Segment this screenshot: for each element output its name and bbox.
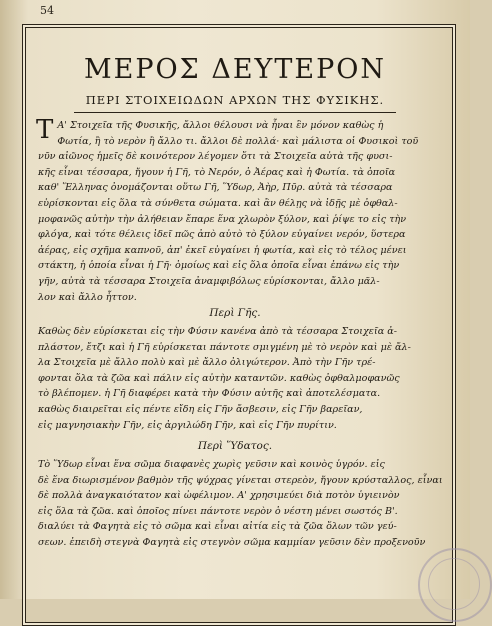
text-line: φονται ὅλα τὰ ζῶα καὶ πάλιν εἰς αὐτὴν καταντῶν. καθὼς ὀφθαλμοφανῶς <box>38 372 400 384</box>
library-stamp-inner-ring <box>428 558 480 610</box>
paragraph-text: Α' Στοιχεῖα τῆς Φυσικῆς, ἄλλοι θέλουσι νὰ ἦναι ἓν μόνον καθὼς ἡ <box>57 120 384 131</box>
text-line: δὲ ἕνα διωρισμένον βαθμὸν τῆς ψύχρας γίνεται στερεὸν, ἤγουν κρύσταλλος, εἶναι <box>38 474 443 486</box>
text-line: φλόγα, καὶ τότε θέλεις ἰδεῖ πῶς ἀπὸ αὐτὸ τὸ ξύλον εὐγαίνει νερόν, ὕστερα <box>38 229 406 241</box>
text-line: εὑρίσκονται εἰς ὅλα τὰ σύνθετα σώματα. καὶ ἂν θέλῃς νὰ ἰδῇς μὲ ὀφθαλ- <box>38 197 398 209</box>
text-line: λον καὶ ἄλλο ἧττον. <box>38 291 137 303</box>
text-line: εἰς μαγνησιακὴν Γῆν, εἰς ἀργιλώδη Γῆν, καὶ εἰς Γῆν πυρίτιν. <box>38 419 337 431</box>
text-line: Καθὼς δὲν εὑρίσκεται εἰς τὴν Φύσιν κανένα ἀπὸ τὰ τέσσαρα Στοιχεῖα ἀ- <box>38 326 397 337</box>
part-subtitle: ΠΕΡΙ ΣΤΟΙΧΕΙΩΔΩΝ ΑΡΧΩΝ ΤΗΣ ΦΥΣΙΚΗΣ. <box>85 93 385 107</box>
section-water <box>38 457 443 551</box>
text-line: μοφανῶς αὐτὴν τὴν ἀλήθειαν ἔπαρε ἕνα χλωρὸν ξύλον, καὶ ῥίψε το εἰς τὴν <box>38 213 407 225</box>
text-line: γῆν, αὐτὰ τὰ τέσσαρα Στοιχεῖα ἀναμφιβόλως εὑρίσκονται, ἄλλο μᾶλ- <box>38 275 380 287</box>
text-line: λα Στοιχεῖα μὲ ἄλλο πολὺ καὶ μὲ ἄλλο ὀλιγώτερον. Ἀπὸ τὴν Γῆν τρέ- <box>38 357 376 369</box>
text-line: εἰς ὅλα τὰ ζῶα. καὶ ὁποῖος πίνει πάντοτε νερὸν ὁ νέστη μένει σωστός Β'. <box>38 505 398 517</box>
page-number: 54 <box>40 4 54 17</box>
text-line: Φωτία, ἢ τὸ νερὸν ἢ ἄλλο τι. ἄλλοι δὲ πολλά· καὶ μάλιστα οἱ Φυσικοὶ τοῦ <box>57 135 419 147</box>
text-line: ἀέρας, εἰς σχῆμα καπνοῦ, ἀπ' ἐκεῖ εὐγαίνει ἡ φωτία, καὶ εἰς τὸ τέλος μένει <box>38 244 407 256</box>
text-line: στάκτη, ἡ ὁποία εἶναι ἡ Γῆ· ὁμοίως καὶ εἰς ὅλα ὁποῖα εἶναι ἐπάνω εἰς τὴν <box>38 260 400 272</box>
text-line: καθ' Ἕλληνας ὀνομάζονται οὕτω Γῆ, Ὕδωρ, Ἀὴρ, Πῦρ. αὐτὰ τὰ τέσσαρα <box>38 182 393 194</box>
drop-cap: Τ <box>36 115 54 145</box>
section-elements <box>36 115 436 305</box>
section-heading-earth: Περὶ Γῆς. <box>209 307 261 319</box>
section-heading-water: Περὶ Ὕδατος. <box>197 440 273 452</box>
text-line: διαλύει τὰ Φαγητὰ εἰς τὸ σῶμα καὶ εἶναι αἰτία εἰς τὰ ζῶα ὅλων τῶν γεύ- <box>38 521 397 533</box>
title-rule <box>74 112 396 113</box>
text-line: νῦν αἰῶνος ἡμεῖς δὲ κοινότερον λέγομεν ὅτι τὰ Στοιχεῖα αὐτὰ τῆς φυσι- <box>38 151 393 163</box>
text-line: κῆς εἶναι τέσσαρα, ἤγουν ἡ Γῆ, τὸ Νερόν, ὁ Ἀέρας καὶ ἡ Φωτία. τὰ ὁποῖα <box>38 166 396 178</box>
part-title: ΜΕΡΟΣ ΔΕΥΤΕΡΟΝ <box>83 54 386 85</box>
text-line: Τὸ Ὕδωρ εἶναι ἕνα σῶμα διαφανὲς χωρὶς γεῦσιν καὶ κοινὸς ὑγρόν. εἰς <box>38 459 385 470</box>
section-earth <box>38 324 436 433</box>
text-line: πλάστον, ἔτζι καὶ ἡ Γῆ εὑρίσκεται πάντοτε σμιγμένη μὲ τὸ νερὸν καὶ μὲ ἄλ- <box>38 341 411 353</box>
text-line: σεων. ἐπειδὴ στεγνὰ Φαγητὰ εἰς στεγνὸν σῶμα καμμίαν γεῦσιν δὲν προξενοῦν <box>38 536 426 548</box>
text-line: καθὼς διαιρεῖται εἰς πέντε εἴδη εἰς Γῆν ἄσβεσιν, εἰς Γῆν βαρεῖαν, <box>38 403 363 415</box>
text-line: τὸ βλέπομεν. ἡ Γῆ διαφέρει κατὰ τὴν Φύσιν αὐτῆς καὶ ἀποτελέσματα. <box>38 388 381 400</box>
text-line: δὲ πολλὰ ἀναγκαιότατον καὶ ὠφέλιμον. Α' χρησιμεύει διὰ ποτὸν ὑγιεινὸν <box>38 490 400 502</box>
